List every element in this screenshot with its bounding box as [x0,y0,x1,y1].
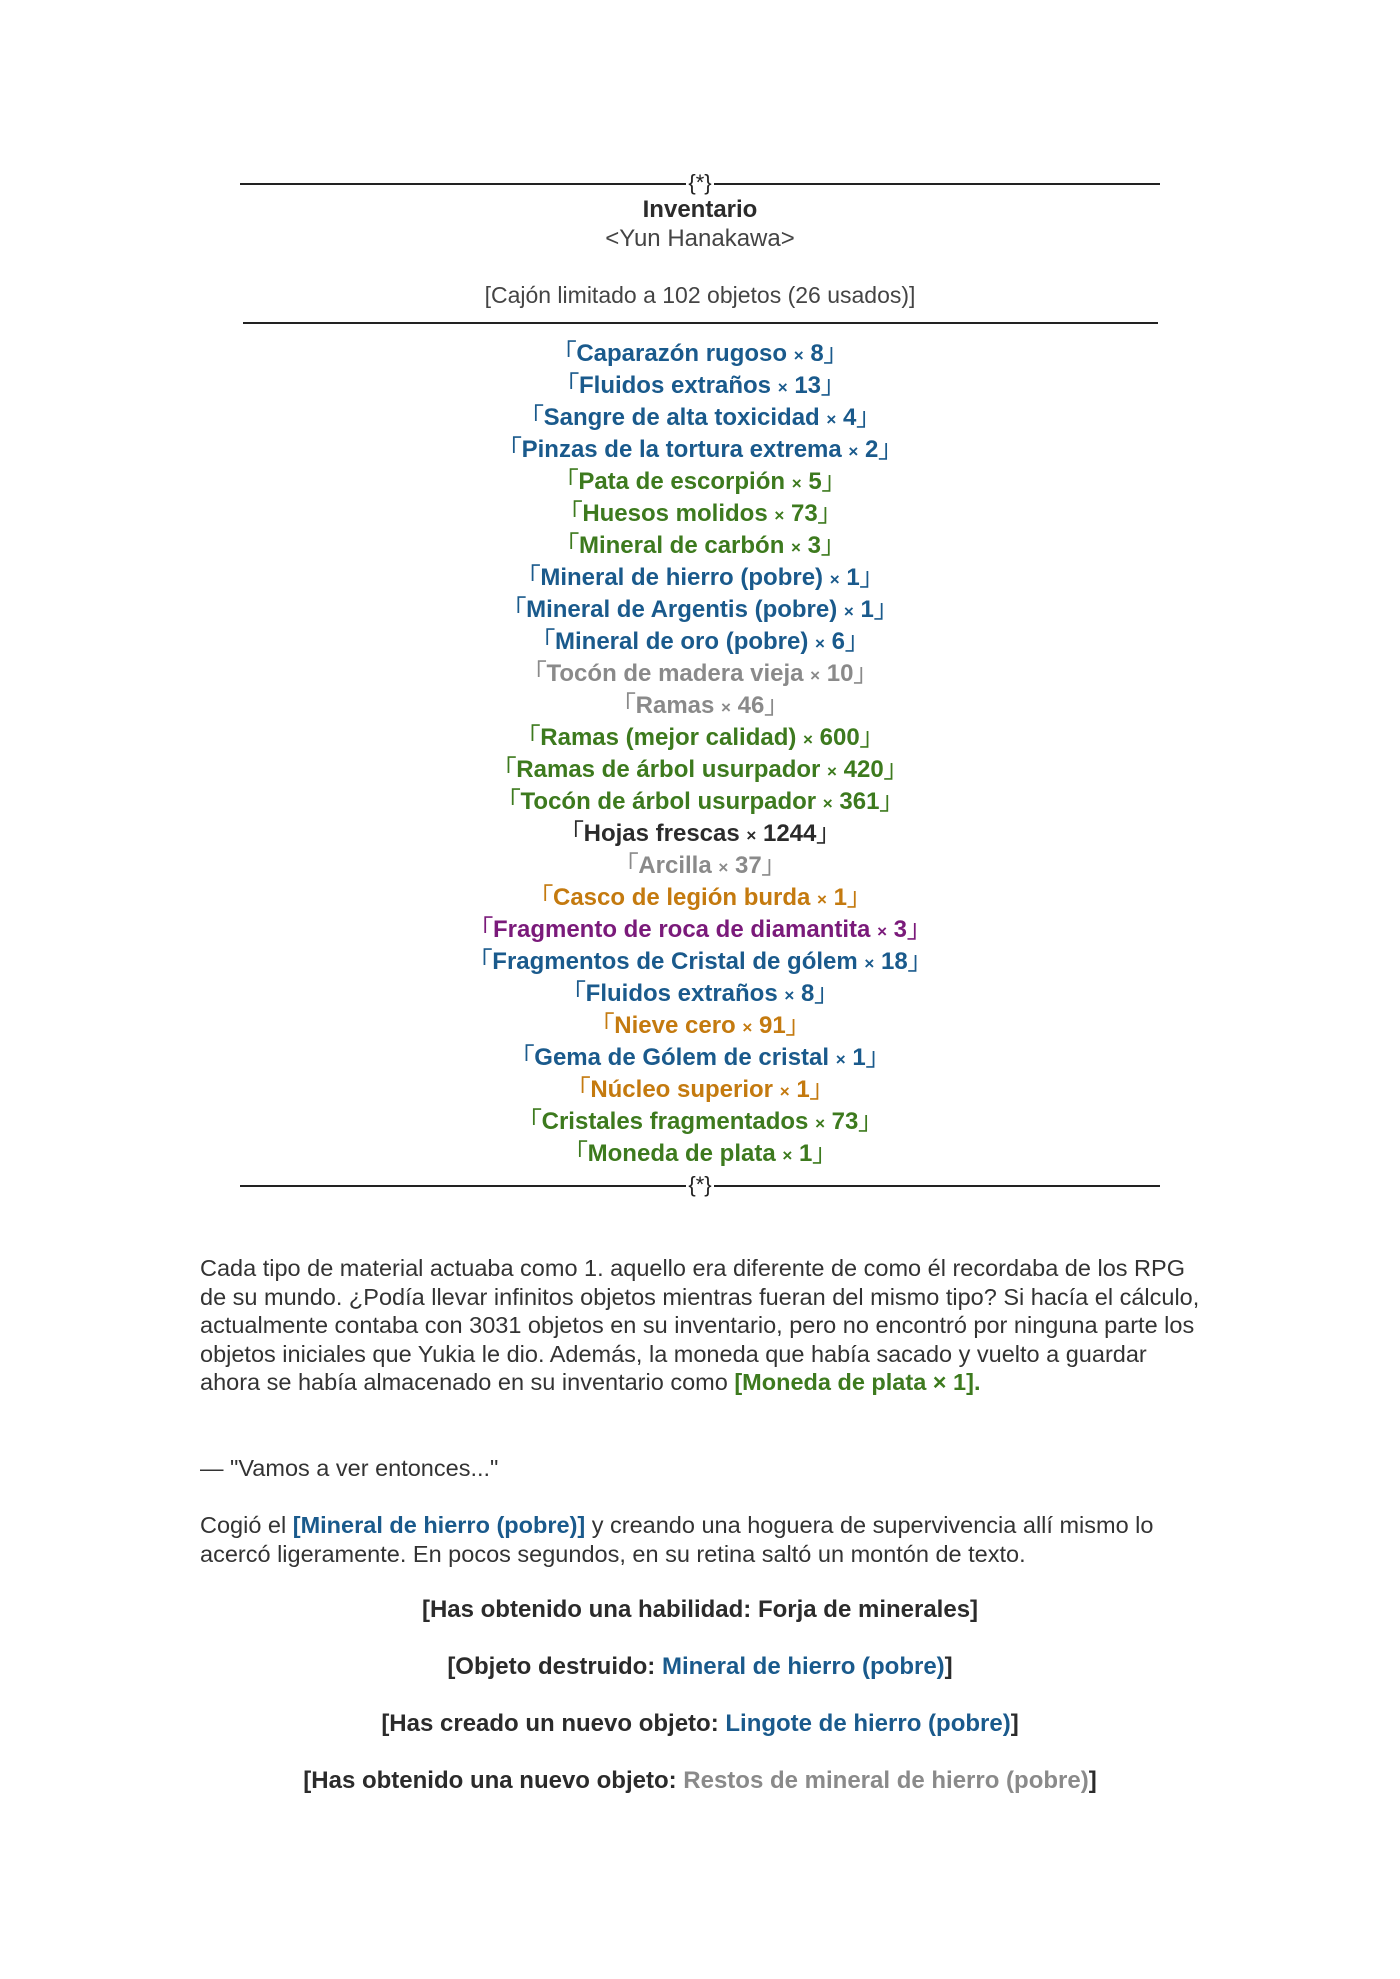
item-quantity: 3 [893,916,908,943]
item-quantity: 361 [839,788,880,815]
separator-mark: {*} [688,170,712,195]
item-name: Arcilla [638,852,712,879]
inventory-item [0,370,1400,402]
inventory-item [0,466,1400,498]
item-open-bracket: 「 [614,852,639,879]
item-open-bracket: 「 [590,1012,615,1039]
item-open-bracket: 「 [528,884,553,911]
item-multiplier: × [822,794,833,813]
inventory-item [0,1138,1400,1170]
item-open-bracket: 「 [496,788,521,815]
narrative-dialogue: — "Vamos a ver entonces..." [200,1455,499,1481]
item-quantity: 6 [831,628,845,655]
item-close-bracket: 」 [764,692,789,719]
item-open-bracket: 「 [516,724,541,751]
item-multiplier: × [791,538,801,557]
item-name: Fluidos extraños [585,980,778,1007]
inventory-item [0,1106,1400,1138]
message-label: [Objeto destruido: [447,1653,662,1680]
inventory-divider [243,322,1158,324]
item-multiplier: × [718,858,729,877]
item-multiplier: × [791,474,802,493]
item-close-bracket: 」 [883,756,908,783]
item-quantity: 4 [843,404,857,431]
inventory-item [0,498,1400,530]
item-multiplier: × [815,1114,825,1133]
item-close-bracket: 」 [878,436,903,463]
item-name: Mineral de oro (pobre) [555,628,809,655]
item-close-bracket: 」 [823,340,848,367]
inventory-item [0,978,1400,1010]
item-name: Caparazón rugoso [576,340,788,367]
item-open-bracket: 「 [468,948,493,975]
item-multiplier: × [848,442,859,461]
item-open-bracket: 「 [502,596,527,623]
item-open-bracket: 「 [497,436,522,463]
inventory-item [0,722,1400,754]
item-multiplier: × [835,1050,846,1069]
inventory-item [0,402,1400,434]
item-name: Gema de Gólem de cristal [534,1044,830,1071]
inventory-item [0,818,1400,850]
inventory-item [0,658,1400,690]
item-close-bracket: 」 [859,564,884,591]
item-multiplier: × [774,506,785,525]
item-open-bracket: 「 [531,628,555,655]
item-close-bracket: 」 [853,660,878,687]
message-item: Mineral de hierro (pobre) [661,1653,945,1680]
item-open-bracket: 「 [559,820,584,847]
item-close-bracket: 」 [821,468,846,495]
item-close-bracket: 」 [809,1076,834,1103]
item-multiplier: × [864,954,875,973]
item-multiplier: × [810,666,821,685]
item-close-bracket: 」 [859,724,884,751]
item-reference-iron-ore: [Mineral de hierro (pobre)] [292,1512,586,1538]
item-multiplier: × [826,410,837,429]
inventory-capacity: [Cajón limitado a 102 objetos (26 usados)] [484,282,916,308]
inventory-item [0,338,1400,370]
item-open-bracket: 「 [554,372,579,399]
item-open-bracket: 「 [492,756,517,783]
inventory-item [0,434,1400,466]
item-multiplier: × [829,570,840,589]
item-quantity: 73 [831,1108,859,1135]
inventory-item-list [0,338,1400,1170]
item-open-bracket: 「 [554,468,579,495]
inventory-item [0,1074,1400,1106]
narrative-paragraph-3 [200,1511,1200,1568]
item-multiplier: × [742,1018,753,1037]
item-multiplier: × [784,986,795,1005]
item-close-bracket: 」 [821,372,846,399]
item-open-bracket: 「 [516,564,541,591]
inventory-item [0,850,1400,882]
item-quantity: 8 [800,980,815,1007]
item-open-bracket: 「 [522,660,547,687]
separator-mark: {*} [688,1172,712,1197]
item-quantity: 18 [881,948,908,975]
item-multiplier: × [827,762,837,781]
item-multiplier: × [843,602,854,621]
item-quantity: 600 [819,724,860,751]
item-close-bracket: 」 [907,948,932,975]
item-open-bracket: 「 [566,1076,591,1103]
item-name: Hojas frescas [583,820,740,847]
inventory-item [0,594,1400,626]
inventory-item [0,1010,1400,1042]
item-multiplier: × [803,730,813,749]
item-multiplier: × [815,634,825,653]
item-name: Mineral de carbón [578,532,785,559]
item-name: Pata de escorpión [578,468,786,495]
inventory-item [0,786,1400,818]
item-close-bracket: 」 [814,980,839,1007]
item-quantity: 3 [807,532,822,559]
inventory-owner: <Yun Hanakawa> [605,225,795,252]
item-multiplier: × [782,1146,793,1165]
item-name: Núcleo superior [590,1076,774,1103]
item-close-bracket: 」 [761,852,786,879]
item-quantity: 1 [860,596,874,623]
system-message-created [0,1709,1400,1739]
item-quantity: 1 [796,1076,810,1103]
message-item: Restos de mineral de hierro (pobre) [683,1767,1089,1794]
item-close-bracket: 」 [816,820,841,847]
item-close-bracket: 」 [821,532,846,559]
item-name: Sangre de alta toxicidad [543,404,820,431]
item-name: Fragmento de roca de diamantita [492,916,871,943]
item-quantity: 420 [843,756,884,783]
item-close-bracket: 」 [812,1140,837,1167]
item-close-bracket: 」 [817,500,842,527]
item-open-bracket: 「 [468,916,493,943]
message-label: [Has obtenido una nuevo objeto: [303,1767,684,1794]
item-quantity: 13 [794,372,822,399]
paragraph-text-end: y creando una hoguera de supervivencia allí mismo lo acercó ligeramente. En pocos segundos, en su retina saltó un montón de texto. [200,1512,1154,1567]
item-close-bracket: 」 [858,1108,883,1135]
item-name: Moneda de plata [587,1140,776,1167]
message-close: ] [944,1653,953,1680]
top-separator [240,171,1160,195]
item-quantity: 1 [833,884,848,911]
inventory-item [0,562,1400,594]
item-open-bracket: 「 [558,500,583,527]
item-quantity: 1 [846,564,860,591]
item-quantity: 46 [737,692,765,719]
inventory-title: Inventario [642,196,758,223]
system-message-destroyed [0,1652,1400,1682]
item-close-bracket: 」 [856,404,881,431]
item-quantity: 1244 [762,820,817,847]
item-name: Ramas [635,692,715,719]
paragraph-text-start: Cogió el [200,1512,293,1538]
inventory-item [0,626,1400,658]
item-multiplier: × [793,346,804,365]
item-open-bracket: 「 [517,1108,542,1135]
item-name: Pinzas de la tortura extrema [521,436,842,463]
item-quantity: 8 [810,340,824,367]
item-close-bracket: 」 [845,628,869,655]
item-open-bracket: 「 [554,532,579,559]
inventory-item [0,1042,1400,1074]
message-label: [Has creado un nuevo objeto: [381,1710,726,1737]
item-name: Casco de legión burda [552,884,811,911]
inventory-item [0,530,1400,562]
item-open-bracket: 「 [563,1140,588,1167]
item-name: Tocón de árbol usurpador [520,788,817,815]
narrative-paragraph-1 [200,1254,1200,1397]
item-quantity: 91 [758,1012,786,1039]
item-close-bracket: 」 [865,1044,890,1071]
item-name: Huesos molidos [582,500,768,527]
item-name: Ramas (mejor calidad) [540,724,797,751]
item-multiplier: × [779,1082,790,1101]
item-open-bracket: 「 [611,692,636,719]
item-quantity: 37 [734,852,762,879]
item-name: Mineral de hierro (pobre) [540,564,824,591]
item-quantity: 2 [865,436,879,463]
item-multiplier: × [817,890,827,909]
item-quantity: 10 [826,660,854,687]
item-name: Nieve cero [614,1012,736,1039]
item-close-bracket: 」 [907,916,932,943]
paragraph-text: Cada tipo de material actuaba como 1. aquello era diferente de como él recordaba de los RPG de su mundo. ¿Podía llevar infinitos objetos mientras fueran del mismo tipo? Si hacía el cálculo, actualmente contaba con 3031 objetos en su inventario, pero no encontró por ninguna parte los objetos iniciales que Yukia le dio. Además, la moneda que había sacado y vuelto a guardar ahora se había almacenado en su inventario como [200,1255,1200,1395]
item-multiplier: × [877,922,887,941]
item-name: Fluidos extraños [578,372,772,399]
item-reference-silver-coin: [Moneda de plata × 1] [734,1369,974,1395]
system-message-obtained [0,1766,1400,1796]
item-close-bracket: 」 [873,596,898,623]
item-quantity: 1 [852,1044,866,1071]
item-open-bracket: 「 [561,980,586,1007]
system-message-skill: [Has obtenido una habilidad: Forja de minerales] [421,1596,979,1623]
item-name: Tocón de madera vieja [546,660,804,687]
item-close-bracket: 」 [847,884,872,911]
item-name: Fragmentos de Cristal de gólem [492,948,858,975]
inventory-item [0,754,1400,786]
message-close: ] [1010,1710,1019,1737]
item-name: Cristales fragmentados [541,1108,809,1135]
item-name: Ramas de árbol usurpador [516,756,821,783]
item-name: Mineral de Argentis (pobre) [526,596,838,623]
item-multiplier: × [777,378,788,397]
item-open-bracket: 「 [519,404,544,431]
item-quantity: 1 [798,1140,813,1167]
message-close: ] [1088,1767,1097,1794]
inventory-item [0,914,1400,946]
item-quantity: 73 [790,500,818,527]
item-multiplier: × [746,826,757,845]
item-open-bracket: 「 [510,1044,535,1071]
item-multiplier: × [721,698,731,717]
item-close-bracket: 」 [785,1012,810,1039]
item-close-bracket: 」 [879,788,904,815]
item-quantity: 5 [808,468,822,495]
paragraph-end: . [973,1369,981,1395]
inventory-item [0,882,1400,914]
message-item: Lingote de hierro (pobre) [725,1710,1011,1737]
bottom-separator [240,1173,1160,1197]
inventory-item [0,690,1400,722]
inventory-item [0,946,1400,978]
item-open-bracket: 「 [552,340,577,367]
